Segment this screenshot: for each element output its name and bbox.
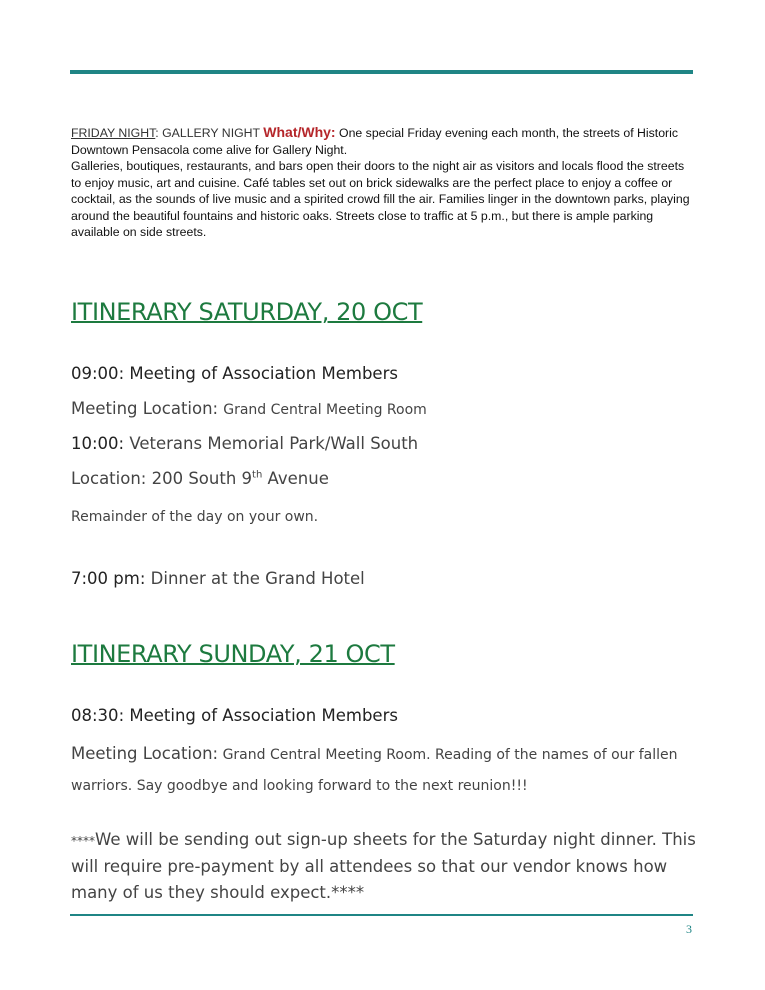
- saturday-dinner: [71, 569, 365, 588]
- friday-separator: :: [155, 126, 163, 140]
- gallery-night-body: Galleries, boutiques, restaurants, and bars open their doors to the night air as visitors and locals flood the streets to enjoy music, art and cuisine. Café tables set out on brick sidewalks are the perfect place to enjoy a coffee or cocktail, as the sounds of live music and a spirited crowd fill the air. Families linger in the downtown parks, playing around the beautiful fountains and historic oaks. Streets close to traffic at 5 p.m., but there is ample parking available on side streets.: [71, 159, 690, 239]
- saturday-item-park: [71, 434, 418, 453]
- saturday-heading: ITINERARY SATURDAY, 20 OCT: [71, 298, 423, 326]
- saturday-meeting-text: : Meeting of Association Members: [118, 364, 398, 383]
- saturday-location-label: Meeting Location:: [71, 399, 219, 418]
- sunday-location-value: Grand Central Meeting Room. Reading of the names of our fallen warriors. Say goodbye and looking forward to the next reunion!!!: [71, 747, 678, 794]
- note-stars-open: ****: [71, 834, 95, 848]
- park-location-prefix: Location: 200 South 9: [71, 469, 253, 488]
- gallery-night-description: [71, 124, 693, 241]
- saturday-location-value: Grand Central Meeting Room: [223, 402, 427, 418]
- saturday-park-text: Veterans Memorial Park/Wall South: [124, 434, 419, 453]
- page-number: 3: [686, 922, 692, 936]
- dinner-text: Dinner at the Grand Hotel: [145, 569, 365, 588]
- bottom-divider: [70, 914, 693, 916]
- sunday-meeting-location: [71, 739, 696, 801]
- park-location-suffix: Avenue: [262, 469, 329, 488]
- sunday-meeting-time: 08:30: [71, 706, 119, 725]
- top-divider: [70, 70, 693, 74]
- saturday-meeting-location: [71, 399, 427, 418]
- saturday-remainder: Remainder of the day on your own.: [71, 509, 319, 525]
- sunday-item-meeting: [71, 706, 398, 725]
- saturday-meeting-time: 09:00: [71, 364, 119, 383]
- note-text: We will be sending out sign-up sheets for the Saturday night dinner. This will require pre-payment by all attendees so that our vendor knows how many of us they should expect.****: [71, 830, 696, 902]
- saturday-park-location: [71, 469, 329, 488]
- what-why-label: What/Why:: [263, 124, 336, 140]
- sunday-location-label: Meeting Location:: [71, 744, 219, 763]
- friday-night-label: FRIDAY NIGHT: [71, 126, 156, 140]
- sunday-meeting-text: : Meeting of Association Members: [118, 706, 398, 725]
- signup-note: [71, 827, 696, 906]
- saturday-park-time: 10:00:: [71, 434, 125, 453]
- park-location-sup: th: [252, 469, 263, 481]
- gallery-night-label: GALLERY NIGHT: [162, 126, 264, 140]
- saturday-item-meeting: [71, 364, 398, 383]
- gallery-night-intro: One special Friday evening each month, the streets of Historic Downtown Pensacola come alive for Gallery Night.: [71, 126, 679, 157]
- dinner-time: 7:00 pm:: [71, 569, 146, 588]
- sunday-heading: ITINERARY SUNDAY, 21 OCT: [71, 640, 395, 668]
